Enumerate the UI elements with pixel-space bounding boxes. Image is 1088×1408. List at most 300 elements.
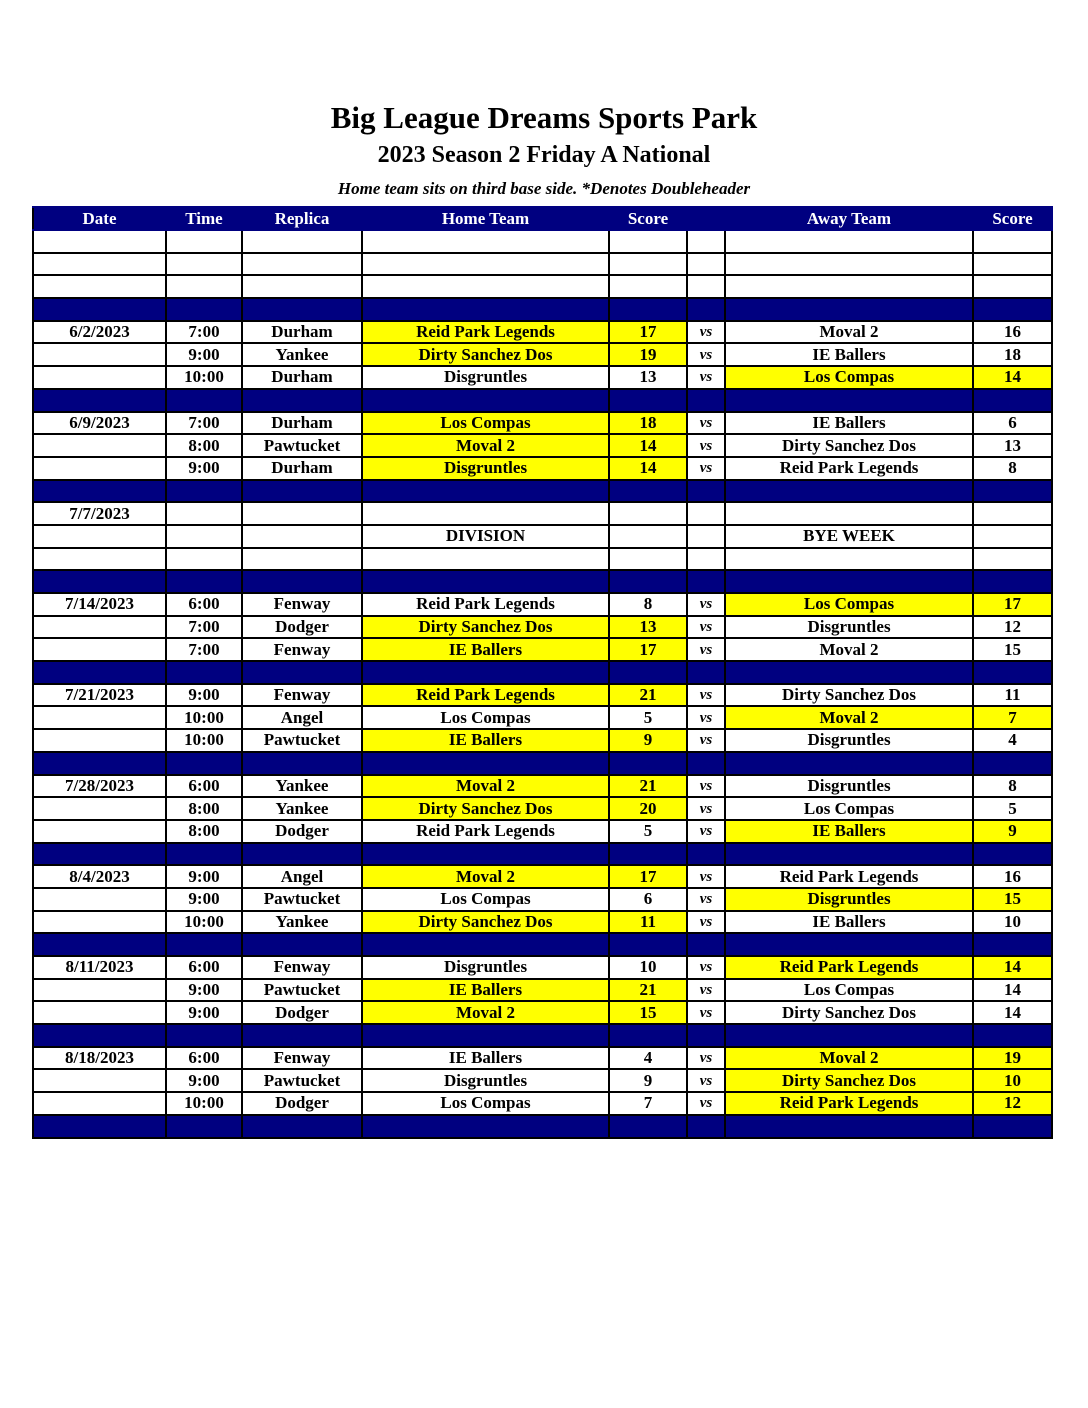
away-team-cell: Dirty Sanchez Dos [725,1001,973,1024]
away-score-cell: 17 [973,593,1052,616]
home-score-cell: 13 [609,616,687,639]
home-team-cell: IE Ballers [362,729,609,752]
replica-cell [242,230,362,253]
away-score-cell [973,548,1052,571]
away-team-cell: IE Ballers [725,911,973,934]
vs-cell: vs [687,321,725,344]
replica-cell [242,480,362,503]
game-row [33,820,1052,843]
date-cell [33,525,166,548]
vs-cell [687,480,725,503]
away-team-cell: Moval 2 [725,321,973,344]
away-team-cell [725,502,973,525]
game-row [33,434,1052,457]
vs-cell: vs [687,911,725,934]
vs-cell [687,525,725,548]
replica-cell: Durham [242,412,362,435]
away-team-cell: Moval 2 [725,638,973,661]
away-team-cell: Los Compas [725,979,973,1002]
time-cell: 10:00 [166,366,242,389]
game-row [33,1069,1052,1092]
game-row [33,706,1052,729]
replica-cell: Fenway [242,684,362,707]
game-row [33,911,1052,934]
replica-cell: Dodger [242,820,362,843]
game-row [33,956,1052,979]
table-row [33,502,1052,525]
time-cell [166,298,242,321]
home-team-cell: Moval 2 [362,434,609,457]
date-cell [33,638,166,661]
vs-cell [687,298,725,321]
time-cell [166,933,242,956]
home-score-cell [609,548,687,571]
replica-cell: Pawtucket [242,979,362,1002]
vs-cell [687,548,725,571]
home-team-cell [362,275,609,298]
away-score-cell: 16 [973,321,1052,344]
header-replica: Replica [242,207,362,230]
time-cell [166,843,242,866]
home-team-cell [362,1115,609,1138]
away-team-cell [725,1024,973,1047]
away-score-cell: 16 [973,865,1052,888]
away-team-cell: Disgruntles [725,729,973,752]
home-score-cell: 21 [609,684,687,707]
away-team-cell: Dirty Sanchez Dos [725,434,973,457]
time-cell: 10:00 [166,1092,242,1115]
away-score-cell [973,1024,1052,1047]
vs-cell [687,253,725,276]
table-row [33,275,1052,298]
game-row [33,593,1052,616]
away-team-cell [725,298,973,321]
replica-cell [242,275,362,298]
time-cell [166,570,242,593]
away-score-cell: 14 [973,979,1052,1002]
game-row [33,1001,1052,1024]
date-cell: 8/18/2023 [33,1047,166,1070]
date-cell [33,661,166,684]
date-cell [33,706,166,729]
home-team-cell [362,480,609,503]
home-team-cell: Reid Park Legends [362,820,609,843]
replica-cell [242,843,362,866]
replica-cell: Dodger [242,616,362,639]
home-team-cell [362,253,609,276]
time-cell: 8:00 [166,434,242,457]
schedule-table [32,206,1053,1139]
away-team-cell [725,933,973,956]
game-row [33,457,1052,480]
vs-cell [687,843,725,866]
home-team-cell: DIVISION [362,525,609,548]
away-team-cell [725,480,973,503]
home-score-cell [609,933,687,956]
home-team-cell: Reid Park Legends [362,684,609,707]
vs-cell [687,275,725,298]
home-score-cell: 6 [609,888,687,911]
away-team-cell [725,230,973,253]
replica-cell: Dodger [242,1092,362,1115]
home-score-cell: 19 [609,343,687,366]
away-score-cell: 6 [973,412,1052,435]
home-score-cell [609,525,687,548]
game-row [33,343,1052,366]
away-team-cell: IE Ballers [725,820,973,843]
game-row [33,638,1052,661]
home-team-cell: IE Ballers [362,1047,609,1070]
away-score-cell: 18 [973,343,1052,366]
away-score-cell: 15 [973,638,1052,661]
time-cell [166,253,242,276]
header-row [33,207,1052,230]
away-team-cell: Reid Park Legends [725,956,973,979]
vs-cell: vs [687,434,725,457]
vs-cell: vs [687,888,725,911]
replica-cell [242,1115,362,1138]
date-cell [33,343,166,366]
vs-cell: vs [687,366,725,389]
home-team-cell: Reid Park Legends [362,593,609,616]
time-cell: 9:00 [166,343,242,366]
away-score-cell [973,230,1052,253]
away-score-cell [973,253,1052,276]
home-score-cell: 8 [609,593,687,616]
vs-cell: vs [687,457,725,480]
away-score-cell: 12 [973,1092,1052,1115]
home-team-cell [362,230,609,253]
home-score-cell [609,389,687,412]
date-cell: 7/14/2023 [33,593,166,616]
home-score-cell: 15 [609,1001,687,1024]
time-cell [166,548,242,571]
date-cell: 7/28/2023 [33,775,166,798]
away-score-cell: 11 [973,684,1052,707]
date-cell [33,230,166,253]
home-team-cell: Los Compas [362,1092,609,1115]
home-team-cell: Los Compas [362,888,609,911]
date-cell [33,1024,166,1047]
table-row [33,230,1052,253]
date-cell: 7/7/2023 [33,502,166,525]
header-away-score: Score [973,207,1052,230]
away-team-cell [725,752,973,775]
date-cell [33,366,166,389]
date-cell [33,1115,166,1138]
header-home-team: Home Team [362,207,609,230]
vs-cell: vs [687,1092,725,1115]
time-cell [166,389,242,412]
vs-cell: vs [687,412,725,435]
home-team-cell [362,502,609,525]
away-score-cell: 14 [973,956,1052,979]
vs-cell [687,389,725,412]
time-cell: 7:00 [166,321,242,344]
date-cell: 6/2/2023 [33,321,166,344]
away-team-cell: Reid Park Legends [725,1092,973,1115]
replica-cell: Fenway [242,956,362,979]
away-team-cell: Disgruntles [725,616,973,639]
home-score-cell: 13 [609,366,687,389]
date-cell [33,820,166,843]
vs-cell: vs [687,775,725,798]
vs-cell: vs [687,865,725,888]
away-team-cell: Moval 2 [725,1047,973,1070]
away-team-cell: Disgruntles [725,775,973,798]
time-cell: 6:00 [166,1047,242,1070]
away-team-cell [725,389,973,412]
replica-cell: Angel [242,706,362,729]
away-team-cell [725,661,973,684]
home-score-cell: 9 [609,1069,687,1092]
date-cell [33,434,166,457]
game-row [33,888,1052,911]
home-team-cell: Los Compas [362,412,609,435]
away-team-cell [725,843,973,866]
separator-row [33,570,1052,593]
game-row [33,616,1052,639]
replica-cell [242,525,362,548]
table-row [33,253,1052,276]
away-score-cell: 5 [973,797,1052,820]
date-cell: 8/4/2023 [33,865,166,888]
date-cell [33,253,166,276]
table-row [33,548,1052,571]
away-team-cell: Los Compas [725,797,973,820]
time-cell: 9:00 [166,1001,242,1024]
away-team-cell [725,548,973,571]
game-row [33,366,1052,389]
replica-cell: Fenway [242,1047,362,1070]
date-cell [33,298,166,321]
header-away-team: Away Team [725,207,973,230]
game-row [33,1092,1052,1115]
home-team-cell [362,933,609,956]
home-score-cell [609,570,687,593]
replica-cell: Yankee [242,911,362,934]
date-cell [33,729,166,752]
home-score-cell: 21 [609,979,687,1002]
time-cell: 9:00 [166,979,242,1002]
replica-cell [242,570,362,593]
home-score-cell: 17 [609,638,687,661]
home-score-cell: 18 [609,412,687,435]
game-row [33,775,1052,798]
replica-cell: Pawtucket [242,434,362,457]
date-cell [33,933,166,956]
home-score-cell: 7 [609,1092,687,1115]
home-score-cell [609,480,687,503]
separator-row [33,661,1052,684]
vs-cell: vs [687,1069,725,1092]
date-cell [33,548,166,571]
home-team-cell: Dirty Sanchez Dos [362,797,609,820]
replica-cell: Fenway [242,593,362,616]
home-team-cell: Los Compas [362,706,609,729]
away-score-cell [973,570,1052,593]
vs-cell [687,1115,725,1138]
away-score-cell [973,843,1052,866]
time-cell: 7:00 [166,638,242,661]
vs-cell: vs [687,343,725,366]
replica-cell: Yankee [242,343,362,366]
date-cell [33,570,166,593]
date-cell [33,911,166,934]
home-team-cell: Dirty Sanchez Dos [362,911,609,934]
date-cell [33,275,166,298]
date-cell [33,888,166,911]
home-score-cell [609,502,687,525]
away-team-cell: Dirty Sanchez Dos [725,1069,973,1092]
home-team-cell [362,843,609,866]
page-title: Big League Dreams Sports Park [330,100,758,135]
vs-cell: vs [687,616,725,639]
home-team-cell: IE Ballers [362,979,609,1002]
replica-cell: Yankee [242,797,362,820]
away-team-cell: BYE WEEK [725,525,973,548]
away-score-cell [973,525,1052,548]
replica-cell [242,253,362,276]
time-cell: 10:00 [166,729,242,752]
page-subtitle: 2023 Season 2 Friday A National [377,142,711,168]
home-score-cell: 10 [609,956,687,979]
separator-row [33,1024,1052,1047]
away-team-cell: IE Ballers [725,343,973,366]
away-team-cell: Los Compas [725,366,973,389]
away-score-cell: 10 [973,1069,1052,1092]
vs-cell [687,1024,725,1047]
replica-cell [242,661,362,684]
away-score-cell: 15 [973,888,1052,911]
replica-cell: Fenway [242,638,362,661]
away-score-cell [973,933,1052,956]
vs-cell: vs [687,797,725,820]
time-cell: 10:00 [166,706,242,729]
date-cell [33,1069,166,1092]
away-score-cell [973,502,1052,525]
home-team-cell: Moval 2 [362,775,609,798]
vs-cell: vs [687,593,725,616]
home-team-cell: IE Ballers [362,638,609,661]
header-vs [687,207,725,230]
away-team-cell: IE Ballers [725,412,973,435]
vs-cell [687,230,725,253]
time-cell [166,1115,242,1138]
home-team-cell [362,661,609,684]
home-score-cell [609,275,687,298]
separator-row [33,843,1052,866]
date-cell [33,1001,166,1024]
date-cell [33,389,166,412]
time-cell: 6:00 [166,775,242,798]
home-score-cell: 20 [609,797,687,820]
away-score-cell [973,1115,1052,1138]
replica-cell [242,389,362,412]
away-score-cell [973,480,1052,503]
game-row [33,412,1052,435]
away-score-cell: 8 [973,775,1052,798]
separator-row [33,480,1052,503]
time-cell [166,661,242,684]
game-row [33,865,1052,888]
time-cell: 9:00 [166,457,242,480]
away-score-cell [973,275,1052,298]
home-team-cell: Disgruntles [362,366,609,389]
time-cell: 9:00 [166,888,242,911]
separator-row [33,752,1052,775]
away-team-cell: Dirty Sanchez Dos [725,684,973,707]
home-score-cell [609,1115,687,1138]
away-score-cell [973,298,1052,321]
away-score-cell: 7 [973,706,1052,729]
away-score-cell: 19 [973,1047,1052,1070]
away-score-cell: 10 [973,911,1052,934]
replica-cell: Durham [242,321,362,344]
time-cell [166,480,242,503]
game-row [33,729,1052,752]
game-row [33,797,1052,820]
time-cell [166,230,242,253]
replica-cell: Pawtucket [242,1069,362,1092]
home-score-cell: 5 [609,820,687,843]
home-score-cell [609,752,687,775]
home-team-cell: Disgruntles [362,1069,609,1092]
away-team-cell: Los Compas [725,593,973,616]
vs-cell [687,661,725,684]
home-score-cell [609,230,687,253]
vs-cell: vs [687,729,725,752]
schedule-note: Home team sits on third base side. *Denotes Doubleheader [337,179,751,198]
away-score-cell: 9 [973,820,1052,843]
separator-row [33,1115,1052,1138]
replica-cell [242,298,362,321]
replica-cell: Pawtucket [242,888,362,911]
date-cell [33,1092,166,1115]
game-row [33,1047,1052,1070]
away-score-cell: 8 [973,457,1052,480]
replica-cell [242,548,362,571]
vs-cell [687,502,725,525]
away-team-cell: Disgruntles [725,888,973,911]
header-home-score: Score [609,207,687,230]
away-team-cell [725,253,973,276]
date-cell [33,457,166,480]
vs-cell: vs [687,1047,725,1070]
time-cell: 8:00 [166,820,242,843]
separator-row [33,933,1052,956]
separator-row [33,298,1052,321]
date-cell: 8/11/2023 [33,956,166,979]
time-cell: 9:00 [166,684,242,707]
home-score-cell: 5 [609,706,687,729]
date-cell [33,480,166,503]
away-team-cell: Reid Park Legends [725,865,973,888]
replica-cell: Angel [242,865,362,888]
home-team-cell: Dirty Sanchez Dos [362,616,609,639]
separator-row [33,389,1052,412]
time-cell [166,525,242,548]
away-score-cell [973,752,1052,775]
home-team-cell: Disgruntles [362,457,609,480]
vs-cell: vs [687,1001,725,1024]
vs-cell [687,570,725,593]
home-score-cell [609,253,687,276]
replica-cell: Pawtucket [242,729,362,752]
replica-cell: Durham [242,366,362,389]
header-date: Date [33,207,166,230]
vs-cell: vs [687,638,725,661]
